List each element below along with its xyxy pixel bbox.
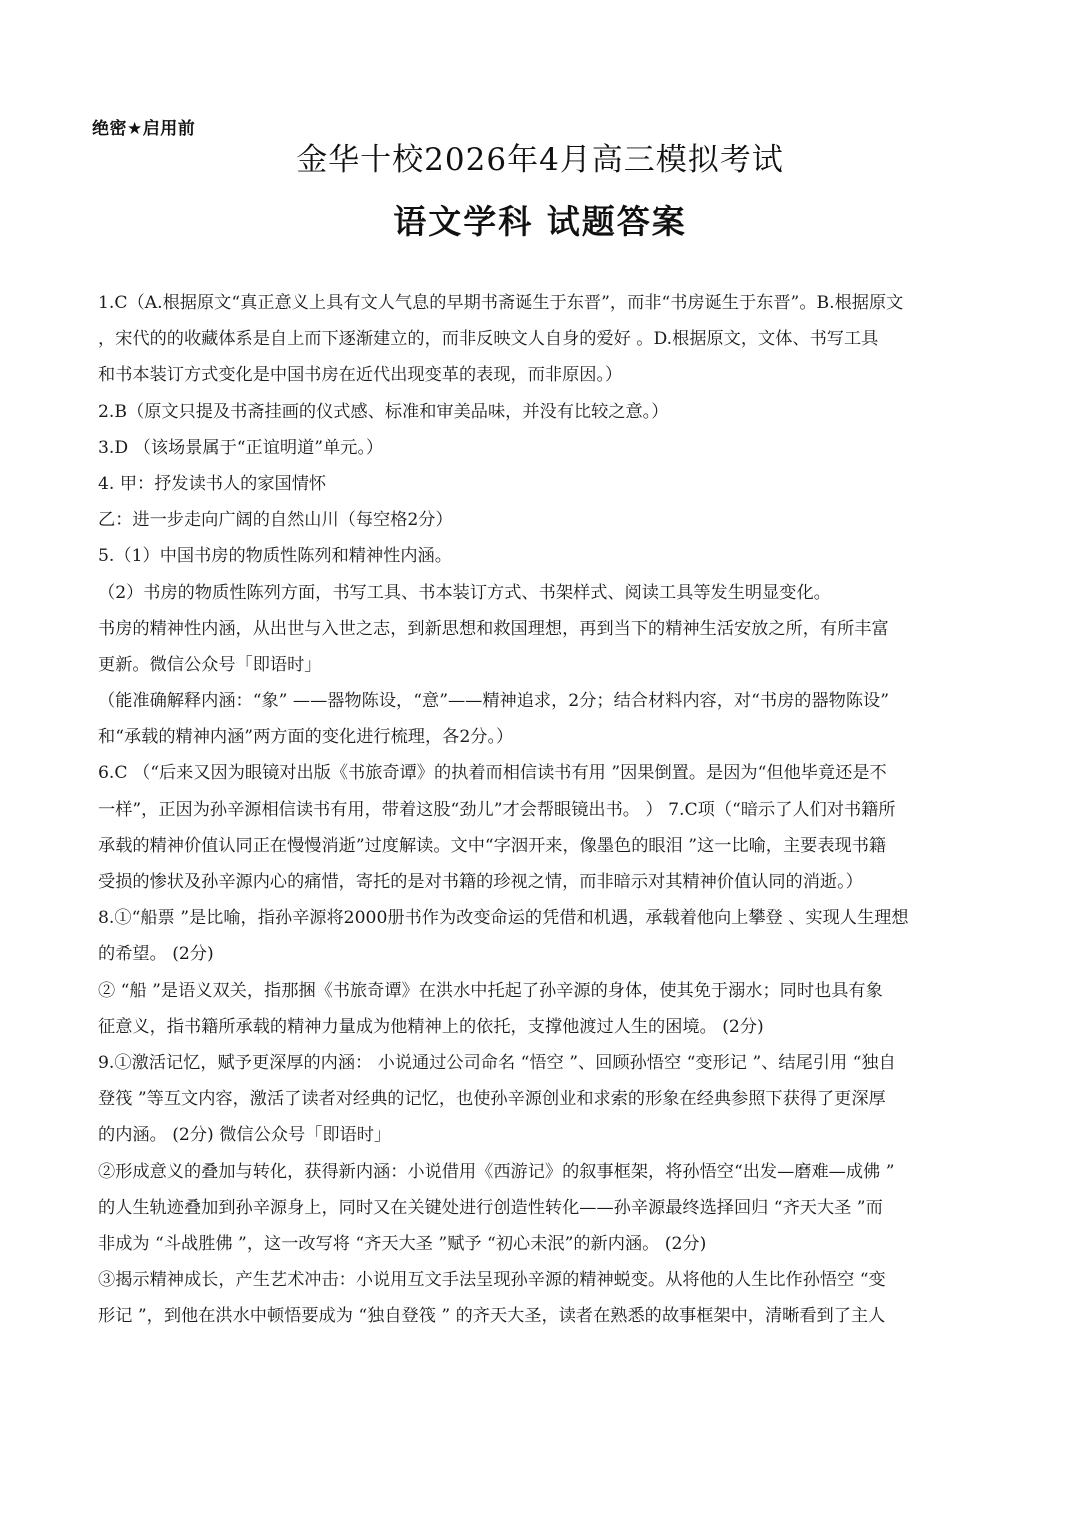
answer-line: ② “船 ”是语义双关，指那捆《书旅奇谭》在洪水中托起了孙辛源的身体，使其免于溺水；同时也具有象: [98, 980, 883, 1001]
answer-line: 4. 甲：抒发读书人的家国情怀: [98, 473, 327, 494]
exam-subtitle: 语文学科 试题答案: [393, 202, 687, 241]
answer-line: 非成为 “斗战胜佛 ”，这一改写将 “齐天大圣 ”赋予 “初心未泯”的新内涵。 (2分): [98, 1233, 707, 1254]
answer-line: 和书本装订方式变化是中国书房在近代出现变革的表现，而非原因。）: [98, 365, 623, 386]
answer-line: 受损的惨状及孙辛源内心的痛惜，寄托的是对书籍的珍视之情，而非暗示对其精神价值认同的消逝。）: [98, 872, 863, 892]
answer-line: ，宋代的的收藏体系是自上而下逐渐建立的，而非反映文人自身的爱好 。D.根据原文，文体、书写工具: [98, 329, 879, 350]
answer-line: （能准确解释内涵：“象” ——器物陈设，“意”——精神追求，2分；结合材料内容，对“书房的器物陈设”: [98, 691, 889, 712]
answer-line: （2）书房的物质性陈列方面，书写工具、书本装订方式、书架样式、阅读工具等发生明显变化。: [98, 582, 831, 603]
answer-line: ②形成意义的叠加与转化，获得新内涵：小说借用《西游记》的叙事框架，将孙悟空“出发—磨难—成佛 ”: [98, 1161, 895, 1182]
answer-line: 书房的精神性内涵，从出世与入世之志，到新思想和救国理想，再到当下的精神生活安放之所，有所丰富: [98, 618, 889, 639]
answer-line: ③揭示精神成长，产生艺术冲击：小说用互文手法呈现孙辛源的精神蜕变。从将他的人生比作孙悟空 “变: [98, 1270, 886, 1291]
answer-line: 乙：进一步走向广阔的自然山川（每空格2分）: [98, 510, 453, 531]
answer-line: 8.①“船票 ”是比喻，指孙辛源将2000册书作为改变命运的凭借和机遇，承载着他向上攀登 、实现人生理想: [98, 908, 909, 929]
answer-content: [98, 285, 982, 1334]
answer-line: 的希望。 (2分): [98, 944, 214, 965]
answer-line: 形记 ”，到他在洪水中顿悟要成为 “独自登筏 ” 的齐天大圣，读者在熟悉的故事框架中，清晰看到了主人: [98, 1306, 886, 1327]
answer-line: 2.B（原文只提及书斋挂画的仪式感、标准和审美品味，并没有比较之意。）: [98, 401, 669, 422]
answer-line: 和“承载的精神内涵”两方面的变化进行梳理，各2分。）: [98, 727, 514, 748]
answer-line: 9.①激活记忆，赋予更深厚的内涵： 小说通过公司命名 “悟空 ”、回顾孙悟空 “变形记 ”、结尾引用 “独自: [98, 1052, 896, 1073]
confidential-label: 绝密★启用前: [92, 119, 196, 139]
answer-line: 5.（1）中国书房的物质性陈列和精神性内涵。: [98, 546, 452, 567]
answer-line: 征意义，指书籍所承载的精神力量成为他精神上的依托，支撑他渡过人生的困境。 (2分): [98, 1016, 764, 1037]
answer-line: 承载的精神价值认同正在慢慢消逝”过度解读。文中“字洇开来，像墨色的眼泪 ”这一比喻，主要表现书籍: [98, 835, 887, 856]
answer-line: 的内涵。 (2分) 微信公众号「即语时」: [98, 1125, 392, 1146]
answer-line: 更新。微信公众号「即语时」: [98, 654, 322, 675]
answer-line: 6.C （“后来又因为眼镜对出版《书旅奇谭》的执着而相信读书有用 ”因果倒置。是因为“但他毕竟还是不: [98, 763, 887, 784]
answer-line: 3.D （该场景属于“正谊明道”单元。）: [98, 437, 384, 458]
answer-line: 的人生轨迹叠加到孙辛源身上，同时又在关键处进行创造性转化——孙辛源最终选择回归 “齐天大圣 ”而: [98, 1197, 883, 1218]
answer-line: 一样”，正因为孙辛源相信读书有用，带着这股“劲儿”才会帮眼镜出书。 ） 7.C项（“暗示了人们对书籍所: [98, 799, 896, 820]
answer-line: 登筏 ”等互文内容，激活了读者对经典的记忆，也使孙辛源创业和求索的形象在经典参照下获得了更深厚: [98, 1089, 886, 1110]
answer-line: 1.C（A.根据原文“真正意义上具有文人气息的早期书斋诞生于东晋”，而非“书房诞生于东晋”。B.根据原文: [98, 293, 904, 313]
exam-title: 金华十校2026年4月高三模拟考试: [296, 142, 784, 178]
